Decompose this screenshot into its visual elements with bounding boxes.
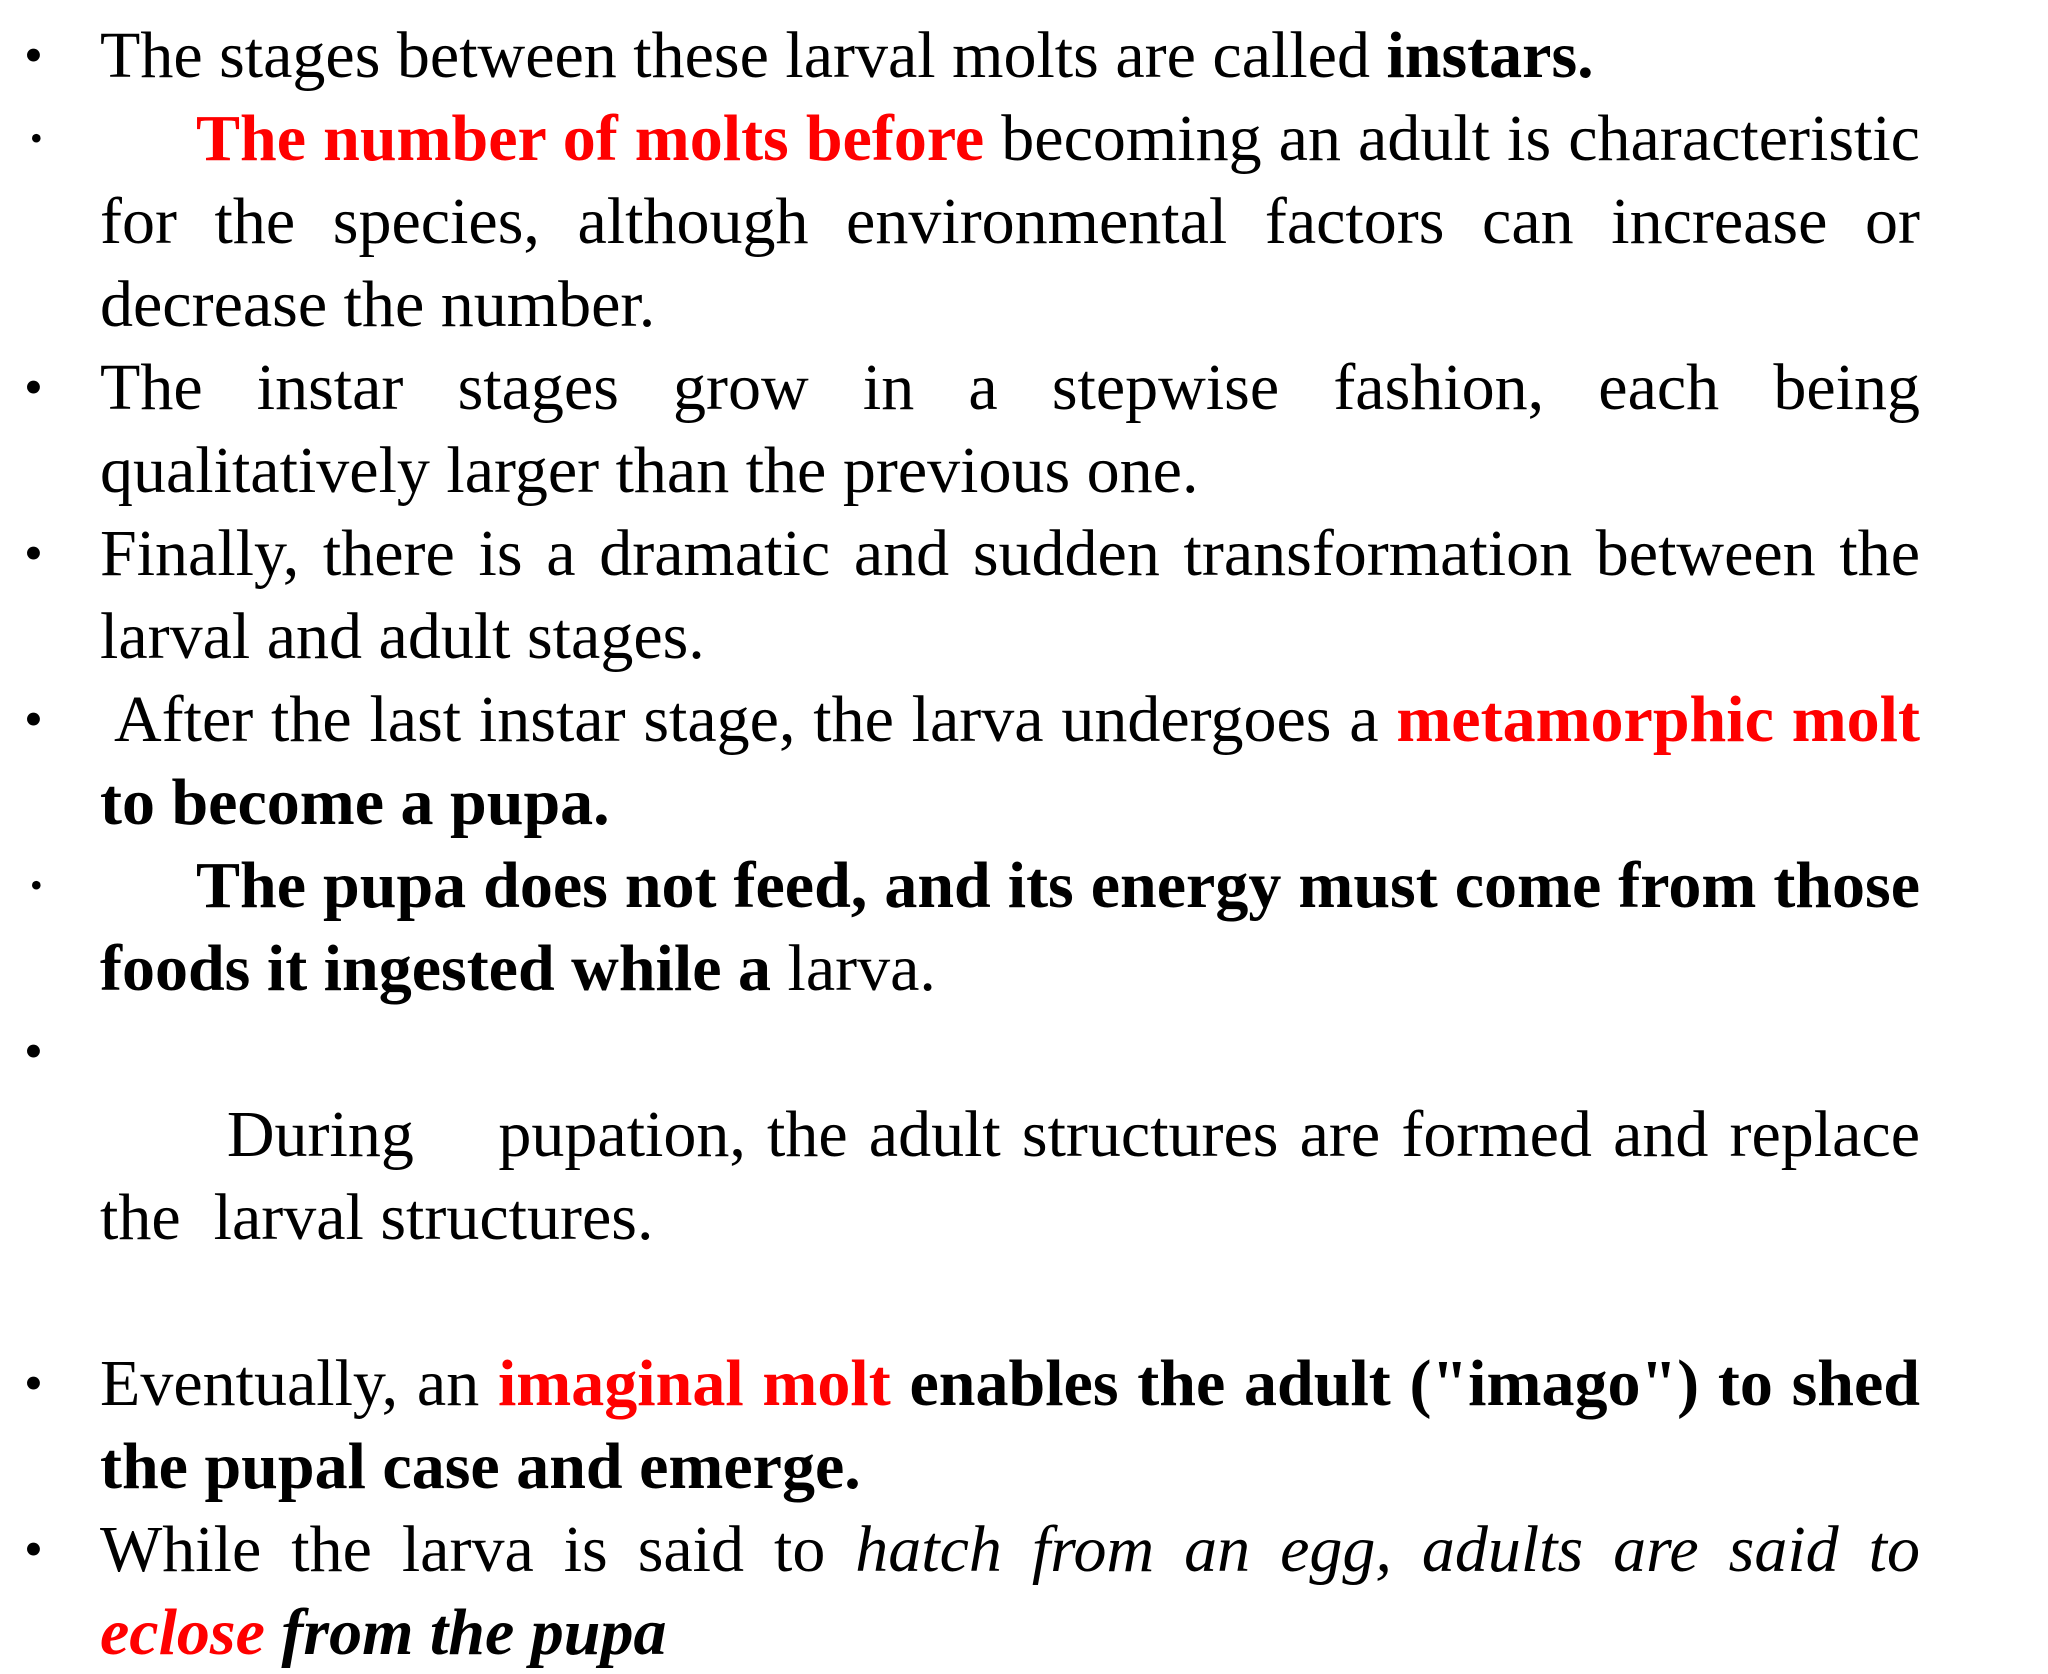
highlight-metamorphic-molt: metamorphic molt <box>1396 683 1920 756</box>
text-segment-bold-italic: from the pupa <box>264 1596 667 1669</box>
bullet-dot: • <box>24 25 43 85</box>
bullet-dot: • <box>24 523 43 583</box>
term-instars: instars. <box>1386 19 1594 92</box>
text-segment: After the last instar stage, the larva undergoes a <box>114 683 1397 756</box>
text-segment-italic: hatch from an egg, adults are said to <box>855 1513 1920 1586</box>
text-segment: larva. <box>771 932 936 1005</box>
bullet-dot: • <box>30 865 43 905</box>
highlight-eclose: eclose <box>100 1596 265 1669</box>
indent-spacer <box>100 102 196 175</box>
text-segment: The stages between these larval molts are called <box>100 19 1387 92</box>
bullet-item-metamorphic-molt <box>0 678 1920 844</box>
bullet-dot: • <box>30 118 43 158</box>
bullet-list <box>0 14 2048 1674</box>
bullet-item-pupa-feeding <box>0 844 1920 1010</box>
indent-spacer <box>100 849 196 922</box>
bullet-item-instars <box>0 14 1920 97</box>
text-segment-bold: enables the adult ("imago") to shed the pupal case and emerge. <box>100 1347 1921 1503</box>
bullet-dot: • <box>24 1353 43 1413</box>
text-segment-bold: to become a pupa. <box>100 766 610 839</box>
bullet-item-eclose <box>0 1508 1920 1674</box>
text-segment: While the larva is said to <box>100 1513 856 1586</box>
text-segment-bold: The pupa does not feed, and its energy must come from those foods it ingested while a <box>100 849 1920 1005</box>
highlight-imaginal-molt: imaginal molt <box>497 1347 891 1420</box>
bullet-item-transformation <box>0 512 1920 678</box>
text-segment: During pupation, the adult structures are formed and replace the larval structures. <box>100 1098 1937 1254</box>
bullet-item-stepwise-growth <box>0 346 1920 512</box>
text-segment: becoming an adult is characteristic for the species, although environmental factors can increase or decrease the number. <box>100 102 1920 341</box>
bullet-dot: • <box>24 357 43 417</box>
bullet-dot: • <box>24 689 43 749</box>
highlight-number-of-molts: The number of molts before <box>196 102 985 175</box>
bullet-item-number-of-molts <box>0 97 1920 346</box>
bullet-item-imaginal-molt <box>0 1342 1920 1508</box>
bullet-dot: • <box>24 1519 43 1579</box>
indent-spacer <box>100 683 114 756</box>
text-segment: The instar stages grow in a stepwise fashion, each being qualitatively larger than the previous one. <box>100 351 1920 507</box>
bullet-item-pupation <box>0 1010 1937 1342</box>
bullet-dot: • <box>24 1021 43 1081</box>
text-segment: Finally, there is a dramatic and sudden transformation between the larval and adult stages. <box>100 517 1920 673</box>
text-segment: Eventually, an <box>100 1347 498 1420</box>
